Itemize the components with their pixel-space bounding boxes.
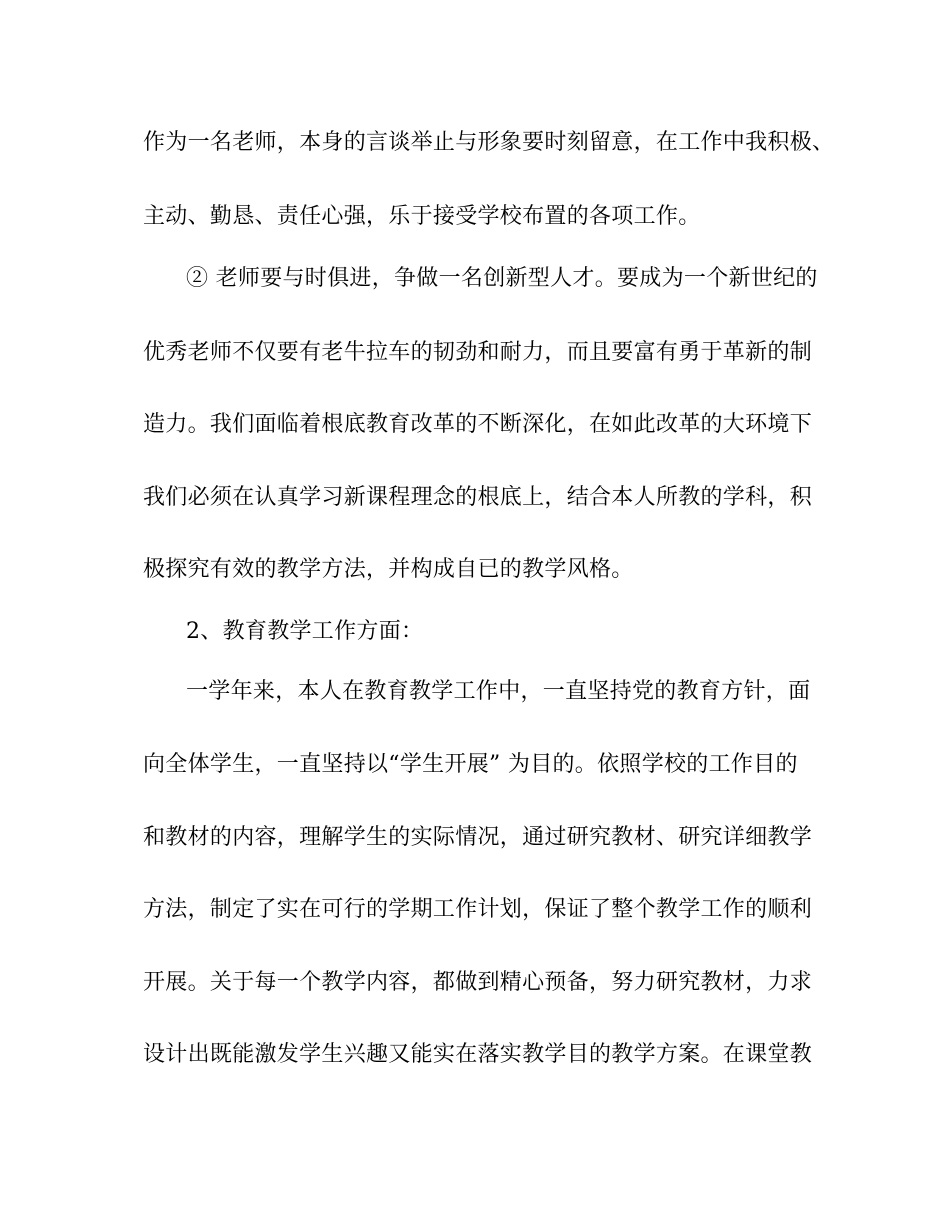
text-line: 优秀老师不仅要有老牛拉车的韧劲和耐力，而且要富有勇于革新的制 <box>143 340 813 365</box>
text-line: 和教材的内容，理解学生的实际情况，通过研究教材、研究详细教学 <box>143 825 813 850</box>
text-line: ② 老师要与时俱进，争做一名创新型人才。要成为一个新世纪的 <box>186 266 818 291</box>
text-line: 一学年来，本人在教育教学工作中，一直坚持党的教育方针，面 <box>186 679 811 704</box>
text-line: 向全体学生，一直坚持以“学生开展” 为目的。依照学校的工作目的 <box>143 752 798 777</box>
text-line: 设计出既能激发学生兴趣又能实在落实教学目的教学方案。在课堂教 <box>143 1042 813 1067</box>
text-line: 主动、勤恳、责任心强，乐于接受学校布置的各项工作。 <box>143 204 701 229</box>
text-line: 作为一名老师，本身的言谈举止与形象要时刻留意，在工作中我积极、 <box>143 130 835 155</box>
text-line: 极探究有效的教学方法，并构成自已的教学风格。 <box>143 557 634 582</box>
text-line: 造力。我们面临着根底教育改革的不断深化，在如此改革的大环境下 <box>143 412 813 437</box>
section-heading: 2、教育教学工作方面： <box>186 619 424 644</box>
text-line: 开展。关于每一个教学内容，都做到精心预备，努力研究教材，力求 <box>143 970 813 995</box>
text-line: 方法，制定了实在可行的学期工作计划，保证了整个教学工作的顺利 <box>143 897 813 922</box>
text-line: 我们必须在认真学习新课程理念的根底上，结合本人所教的学科，积 <box>143 485 813 510</box>
